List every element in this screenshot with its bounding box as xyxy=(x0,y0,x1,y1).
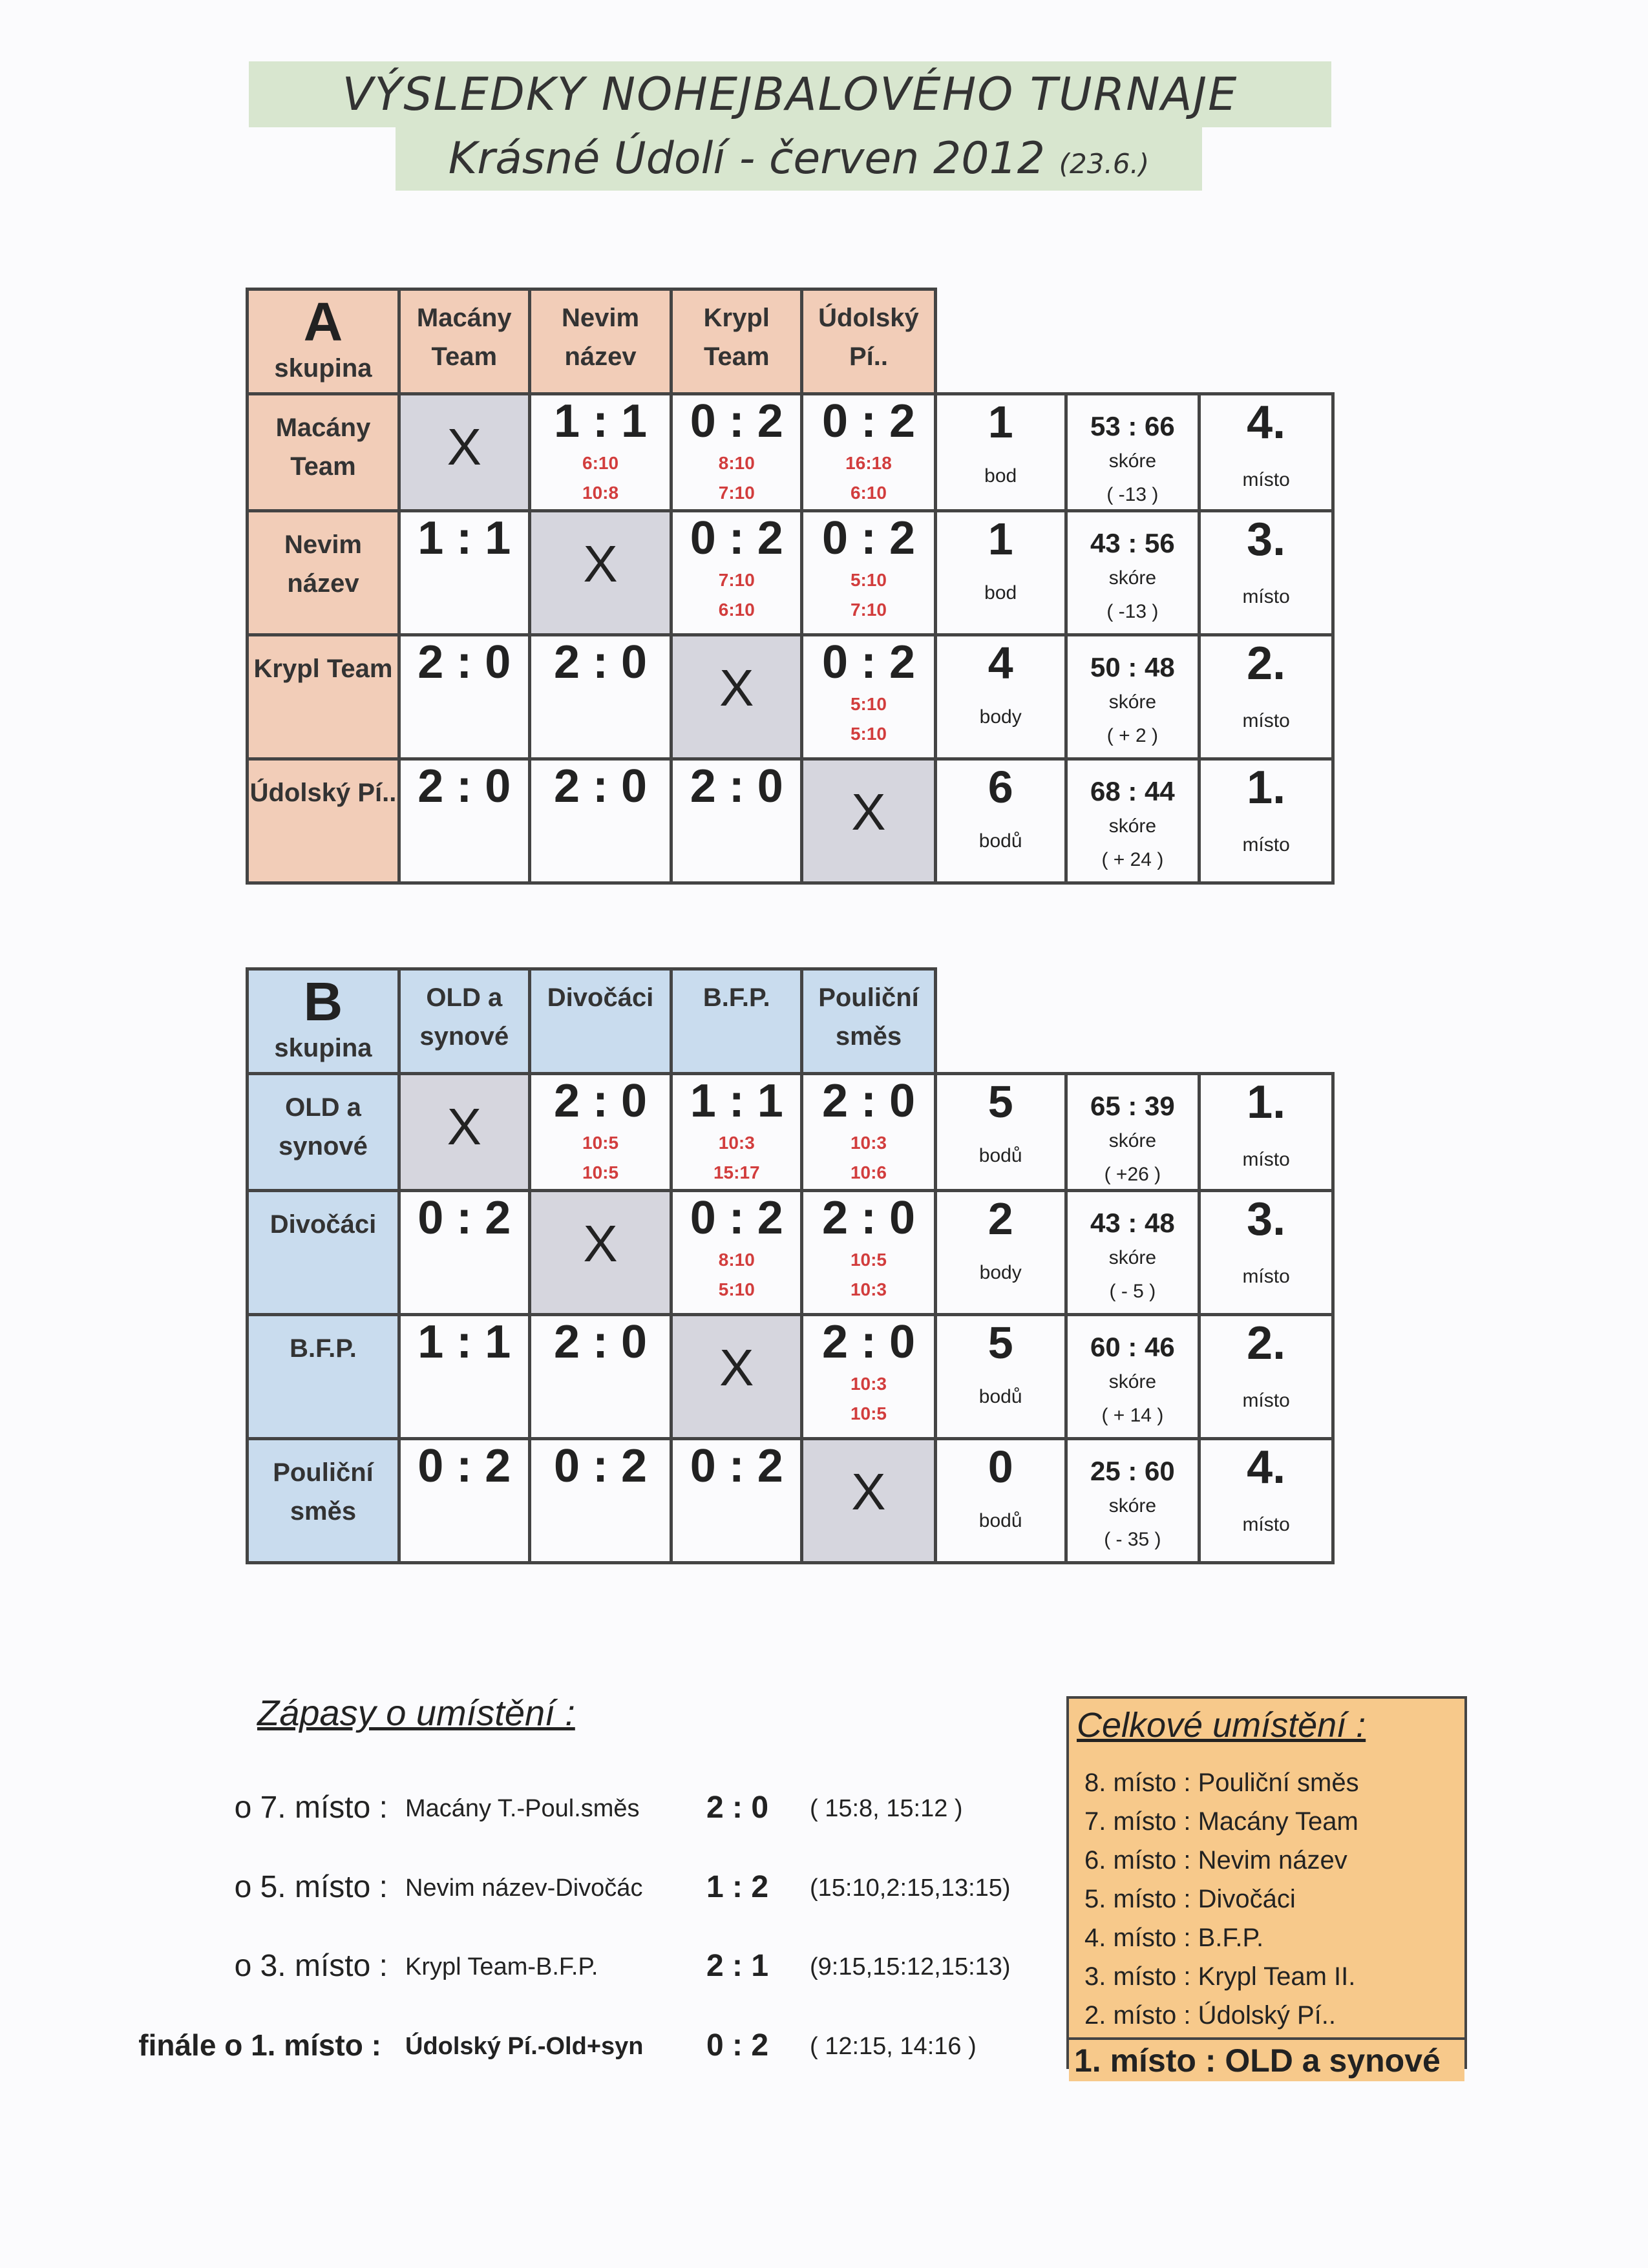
col-header-label: Krypl Team xyxy=(703,304,770,371)
placement-row xyxy=(0,1790,1066,1835)
points-cell xyxy=(935,1074,1066,1191)
set-scores xyxy=(673,562,800,625)
rank-value: 1. xyxy=(1247,1076,1286,1128)
rank-label: místo xyxy=(1242,710,1290,731)
points-label: bod xyxy=(984,582,1017,604)
set-score: 7:10 xyxy=(718,570,755,590)
score-cell xyxy=(1066,511,1199,635)
group-letter: A xyxy=(303,291,343,352)
placement-sets: (9:15,15:12,15:13) xyxy=(810,1953,1011,1980)
self-match-cell xyxy=(802,1439,936,1563)
match-score-cell xyxy=(529,1074,671,1191)
score-cell xyxy=(1066,635,1199,759)
rank-value: 1. xyxy=(1247,762,1286,814)
match-score: 0 : 2 xyxy=(690,1440,783,1492)
set-scores xyxy=(531,1124,670,1188)
rank-value: 2. xyxy=(1247,638,1286,689)
row-team-label: Divočáci xyxy=(269,1210,377,1239)
col-header xyxy=(399,289,529,394)
rank-label: místo xyxy=(1242,1149,1290,1170)
self-match-cell xyxy=(802,759,936,883)
self-match-mark: X xyxy=(719,1339,754,1396)
set-score: 10:5 xyxy=(582,1133,619,1153)
score-diff: ( -13 ) xyxy=(1106,484,1159,505)
self-match-cell xyxy=(399,394,529,511)
col-header xyxy=(529,289,671,394)
self-match-mark: X xyxy=(851,1463,886,1520)
group-a-table xyxy=(246,288,1335,885)
points-label: bodů xyxy=(978,1386,1022,1407)
score-label: skóre xyxy=(1108,567,1157,589)
match-score: 0 : 2 xyxy=(417,1192,511,1244)
set-score: 10:8 xyxy=(582,483,619,503)
match-score-cell xyxy=(529,1315,671,1439)
match-score: 2 : 0 xyxy=(554,1075,648,1127)
placement-title: Zápasy o umístění : xyxy=(257,1692,575,1733)
col-header-label: OLD a synové xyxy=(419,983,509,1051)
rank-value: 2. xyxy=(1247,1318,1286,1369)
rank-cell xyxy=(1199,1074,1333,1191)
set-scores xyxy=(531,445,670,508)
col-header-label: Údolský Pí.. xyxy=(818,304,919,371)
self-match-cell xyxy=(671,1315,802,1439)
score-label: skóre xyxy=(1108,1130,1157,1151)
match-score: 2 : 0 xyxy=(417,761,511,812)
overall-item: 5. místo : Divočáci xyxy=(1084,1885,1296,1913)
match-score-cell xyxy=(671,1074,802,1191)
points-label: body xyxy=(979,1262,1022,1283)
set-scores xyxy=(803,686,934,749)
set-score: 10:5 xyxy=(582,1162,619,1182)
col-header xyxy=(671,969,802,1074)
score-diff: ( - 5 ) xyxy=(1109,1281,1156,1302)
score-value: 60 : 46 xyxy=(1090,1332,1175,1362)
overall-list xyxy=(1069,1763,1464,2081)
table-row xyxy=(248,635,1333,759)
set-score: 5:10 xyxy=(850,694,887,714)
row-team-cell xyxy=(248,1191,399,1315)
match-score: 1 : 1 xyxy=(417,512,511,564)
match-score: 0 : 2 xyxy=(821,512,916,564)
set-score: 5:10 xyxy=(850,724,887,744)
set-score: 5:10 xyxy=(718,1279,755,1299)
set-scores xyxy=(803,1124,934,1188)
overall-item: 7. místo : Macány Team xyxy=(1084,1807,1358,1836)
points-value: 1 xyxy=(988,397,1013,447)
points-value: 6 xyxy=(988,762,1013,812)
match-score-cell xyxy=(399,1315,529,1439)
match-score: 0 : 2 xyxy=(821,395,916,447)
overall-item: 8. místo : Pouliční směs xyxy=(1084,1769,1359,1797)
match-score: 2 : 0 xyxy=(554,636,648,688)
col-header-label: Divočáci xyxy=(547,983,654,1012)
score-diff: ( + 2 ) xyxy=(1106,725,1158,746)
rank-cell xyxy=(1199,1191,1333,1315)
row-team-label: Krypl Team xyxy=(253,655,393,683)
row-team-label: Pouliční směs xyxy=(273,1458,374,1526)
rank-label: místo xyxy=(1242,1514,1290,1535)
match-score: 2 : 0 xyxy=(821,1192,916,1244)
points-label: bodů xyxy=(978,1510,1022,1531)
rank-label: místo xyxy=(1242,1390,1290,1411)
set-score: 10:5 xyxy=(850,1403,887,1423)
row-team-label: Macány Team xyxy=(275,414,371,481)
rank-value: 3. xyxy=(1247,1193,1286,1245)
score-value: 50 : 48 xyxy=(1090,652,1175,682)
score-label: skóre xyxy=(1108,1495,1157,1517)
self-match-mark: X xyxy=(719,659,754,717)
points-cell xyxy=(935,1191,1066,1315)
rank-cell xyxy=(1199,759,1333,883)
match-score: 0 : 2 xyxy=(554,1440,648,1492)
score-cell xyxy=(1066,1315,1199,1439)
match-score: 0 : 2 xyxy=(821,636,916,688)
match-score: 0 : 2 xyxy=(690,395,783,447)
set-scores xyxy=(673,445,800,508)
score-diff: ( + 24 ) xyxy=(1101,849,1164,870)
table-row xyxy=(248,394,1333,511)
set-score: 10:6 xyxy=(850,1162,887,1182)
points-cell xyxy=(935,635,1066,759)
match-score-cell xyxy=(529,759,671,883)
match-score: 1 : 1 xyxy=(690,1075,783,1127)
score-cell xyxy=(1066,394,1199,511)
match-score-cell xyxy=(802,1315,936,1439)
overall-item: 1. místo : OLD a synové xyxy=(1069,2037,1464,2081)
placement-match: Krypl Team-B.F.P. xyxy=(405,1953,598,1980)
set-scores xyxy=(803,1241,934,1305)
placement-score: 0 : 2 xyxy=(706,2028,769,2063)
set-scores xyxy=(673,1241,800,1305)
self-match-mark: X xyxy=(583,535,618,593)
match-score: 0 : 2 xyxy=(690,1192,783,1244)
page-title: VÝSLEDKY NOHEJBALOVÉHO TURNAJE xyxy=(249,61,1331,127)
match-score: 2 : 0 xyxy=(821,1075,916,1127)
rank-label: místo xyxy=(1242,1266,1290,1287)
rank-cell xyxy=(1199,511,1333,635)
row-team-cell xyxy=(248,1439,399,1563)
rank-cell xyxy=(1199,1439,1333,1563)
score-cell xyxy=(1066,1439,1199,1563)
row-team-cell xyxy=(248,394,399,511)
set-scores xyxy=(803,1365,934,1429)
row-team-label: B.F.P. xyxy=(290,1334,357,1363)
points-cell xyxy=(935,511,1066,635)
set-score: 6:10 xyxy=(718,600,755,620)
col-header xyxy=(802,969,936,1074)
table-row xyxy=(248,1191,1333,1315)
placement-label: finále o 1. místo : xyxy=(138,2028,381,2062)
group-letter: B xyxy=(303,971,343,1032)
score-label: skóre xyxy=(1108,1247,1157,1268)
score-value: 53 : 66 xyxy=(1090,411,1175,441)
group-skupina-label: skupina xyxy=(274,1034,372,1062)
match-score: 2 : 0 xyxy=(690,761,783,812)
table-row xyxy=(248,1439,1333,1563)
match-score-cell xyxy=(802,635,936,759)
points-value: 5 xyxy=(988,1318,1013,1368)
placement-score: 2 : 0 xyxy=(706,1790,769,1825)
score-cell xyxy=(1066,1074,1199,1191)
col-header xyxy=(671,289,802,394)
overall-ranking-box xyxy=(1066,1696,1467,2079)
points-value: 2 xyxy=(988,1193,1013,1244)
points-value: 4 xyxy=(988,638,1013,688)
rank-value: 4. xyxy=(1247,397,1286,448)
row-team-cell xyxy=(248,1315,399,1439)
match-score-cell xyxy=(399,635,529,759)
rank-cell xyxy=(1199,635,1333,759)
row-team-cell xyxy=(248,511,399,635)
col-header xyxy=(802,289,936,394)
group-b-corner xyxy=(248,969,399,1074)
self-match-mark: X xyxy=(447,1098,481,1155)
placement-match: Údolský Pí.-Old+syn xyxy=(405,2033,644,2060)
overall-item: 3. místo : Krypl Team II. xyxy=(1084,1962,1356,1991)
score-diff: ( +26 ) xyxy=(1104,1164,1161,1185)
row-team-label: OLD a synové xyxy=(279,1093,368,1160)
points-label: bod xyxy=(984,465,1017,487)
placement-label: o 5. místo : xyxy=(234,1870,388,1904)
rank-label: místo xyxy=(1242,834,1290,856)
placement-label: o 3. místo : xyxy=(234,1949,388,1983)
score-cell xyxy=(1066,1191,1199,1315)
placement-match: Nevim název-Divočác xyxy=(405,1874,643,1902)
set-score: 8:10 xyxy=(718,1250,755,1270)
table-row xyxy=(248,1315,1333,1439)
col-header xyxy=(399,969,529,1074)
placement-sets: ( 12:15, 14:16 ) xyxy=(810,2033,977,2060)
score-label: skóre xyxy=(1108,450,1157,472)
overall-item: 6. místo : Nevim název xyxy=(1084,1846,1347,1874)
rank-cell xyxy=(1199,1315,1333,1439)
points-cell xyxy=(935,1439,1066,1563)
match-score-cell xyxy=(671,394,802,511)
placement-row xyxy=(0,1869,1066,1915)
table-row xyxy=(248,1074,1333,1191)
score-value: 65 : 39 xyxy=(1090,1091,1175,1121)
subtitle-text: Krásné Údolí - červen 2012 xyxy=(448,133,1046,184)
placement-sets: ( 15:8, 15:12 ) xyxy=(810,1795,963,1822)
score-label: skóre xyxy=(1108,1371,1157,1392)
score-label: skóre xyxy=(1108,691,1157,713)
placement-row xyxy=(0,2028,1066,2073)
rank-label: místo xyxy=(1242,469,1290,490)
overall-item: 4. místo : B.F.P. xyxy=(1084,1924,1264,1952)
match-score: 0 : 2 xyxy=(417,1440,511,1492)
col-header-label: Pouliční směs xyxy=(818,983,919,1051)
row-team-label: Údolský Pí.. xyxy=(249,779,397,807)
score-value: 43 : 56 xyxy=(1090,528,1175,558)
page-subtitle xyxy=(396,127,1202,191)
col-header-label: Nevim název xyxy=(562,304,640,371)
row-team-cell xyxy=(248,635,399,759)
match-score-cell xyxy=(529,394,671,511)
row-team-label: Nevim název xyxy=(284,530,362,598)
points-value: 1 xyxy=(988,514,1013,564)
placement-score: 2 : 1 xyxy=(706,1949,769,1983)
score-label: skóre xyxy=(1108,815,1157,837)
score-cell xyxy=(1066,759,1199,883)
rank-value: 4. xyxy=(1247,1442,1286,1493)
placement-sets: (15:10,2:15,13:15) xyxy=(810,1874,1011,1902)
match-score-cell xyxy=(671,511,802,635)
subtitle-date: (23.6.) xyxy=(1059,148,1150,180)
set-scores xyxy=(673,1124,800,1188)
match-score: 2 : 0 xyxy=(417,636,511,688)
rank-label: místo xyxy=(1242,586,1290,607)
set-score: 7:10 xyxy=(718,483,755,503)
self-match-mark: X xyxy=(851,783,886,841)
row-team-cell xyxy=(248,1074,399,1191)
match-score-cell xyxy=(671,759,802,883)
score-diff: ( - 35 ) xyxy=(1104,1529,1161,1550)
placement-match: Macány T.-Poul.směs xyxy=(405,1795,640,1822)
points-cell xyxy=(935,394,1066,511)
set-score: 5:10 xyxy=(850,570,887,590)
match-score-cell xyxy=(399,1191,529,1315)
match-score-cell xyxy=(802,394,936,511)
rank-value: 3. xyxy=(1247,514,1286,565)
score-diff: ( + 14 ) xyxy=(1101,1405,1164,1426)
placement-label: o 7. místo : xyxy=(234,1790,388,1825)
set-scores xyxy=(803,445,934,508)
match-score-cell xyxy=(671,1191,802,1315)
self-match-mark: X xyxy=(447,418,481,476)
set-score: 10:3 xyxy=(718,1133,755,1153)
overall-item: 2. místo : Údolský Pí.. xyxy=(1084,2001,1336,2030)
set-score: 10:3 xyxy=(850,1374,887,1394)
col-header-label: B.F.P. xyxy=(703,983,770,1012)
match-score: 1 : 1 xyxy=(554,395,648,447)
rank-cell xyxy=(1199,394,1333,511)
set-score: 10:3 xyxy=(850,1133,887,1153)
set-score: 6:10 xyxy=(850,483,887,503)
points-label: body xyxy=(979,706,1022,728)
self-match-cell xyxy=(399,1074,529,1191)
overall-title: Celkové umístění : xyxy=(1077,1706,1366,1745)
set-score: 10:5 xyxy=(850,1250,887,1270)
score-value: 43 : 48 xyxy=(1090,1208,1175,1238)
set-score: 6:10 xyxy=(582,453,619,473)
self-match-cell xyxy=(529,1191,671,1315)
match-score-cell xyxy=(399,1439,529,1563)
table-row xyxy=(248,511,1333,635)
match-score-cell xyxy=(529,635,671,759)
set-score: 10:3 xyxy=(850,1279,887,1299)
match-score-cell xyxy=(399,511,529,635)
score-value: 25 : 60 xyxy=(1090,1456,1175,1486)
self-match-cell xyxy=(529,511,671,635)
match-score-cell xyxy=(802,511,936,635)
set-score: 15:17 xyxy=(713,1162,760,1182)
points-label: bodů xyxy=(978,1145,1022,1166)
points-label: bodů xyxy=(978,830,1022,852)
points-value: 0 xyxy=(988,1442,1013,1492)
set-score: 8:10 xyxy=(718,453,755,473)
group-a-corner xyxy=(248,289,399,394)
match-score: 1 : 1 xyxy=(417,1316,511,1368)
match-score: 2 : 0 xyxy=(821,1316,916,1368)
match-score-cell xyxy=(399,759,529,883)
set-score: 7:10 xyxy=(850,600,887,620)
row-team-cell xyxy=(248,759,399,883)
match-score-cell xyxy=(529,1439,671,1563)
col-header-label: Macány Team xyxy=(416,304,512,371)
table-row xyxy=(248,759,1333,883)
group-skupina-label: skupina xyxy=(274,354,372,383)
set-score: 16:18 xyxy=(845,453,892,473)
match-score-cell xyxy=(671,1439,802,1563)
self-match-mark: X xyxy=(583,1215,618,1272)
match-score: 0 : 2 xyxy=(690,512,783,564)
placement-score: 1 : 2 xyxy=(706,1870,769,1904)
placement-row xyxy=(0,1948,1066,1993)
self-match-cell xyxy=(671,635,802,759)
group-b-table xyxy=(246,967,1335,1564)
score-value: 68 : 44 xyxy=(1090,776,1175,806)
col-header xyxy=(529,969,671,1074)
score-diff: ( -13 ) xyxy=(1106,601,1159,622)
match-score-cell xyxy=(802,1074,936,1191)
match-score: 2 : 0 xyxy=(554,1316,648,1368)
match-score: 2 : 0 xyxy=(554,761,648,812)
points-cell xyxy=(935,759,1066,883)
points-value: 5 xyxy=(988,1076,1013,1127)
set-scores xyxy=(803,562,934,625)
match-score-cell xyxy=(802,1191,936,1315)
points-cell xyxy=(935,1315,1066,1439)
